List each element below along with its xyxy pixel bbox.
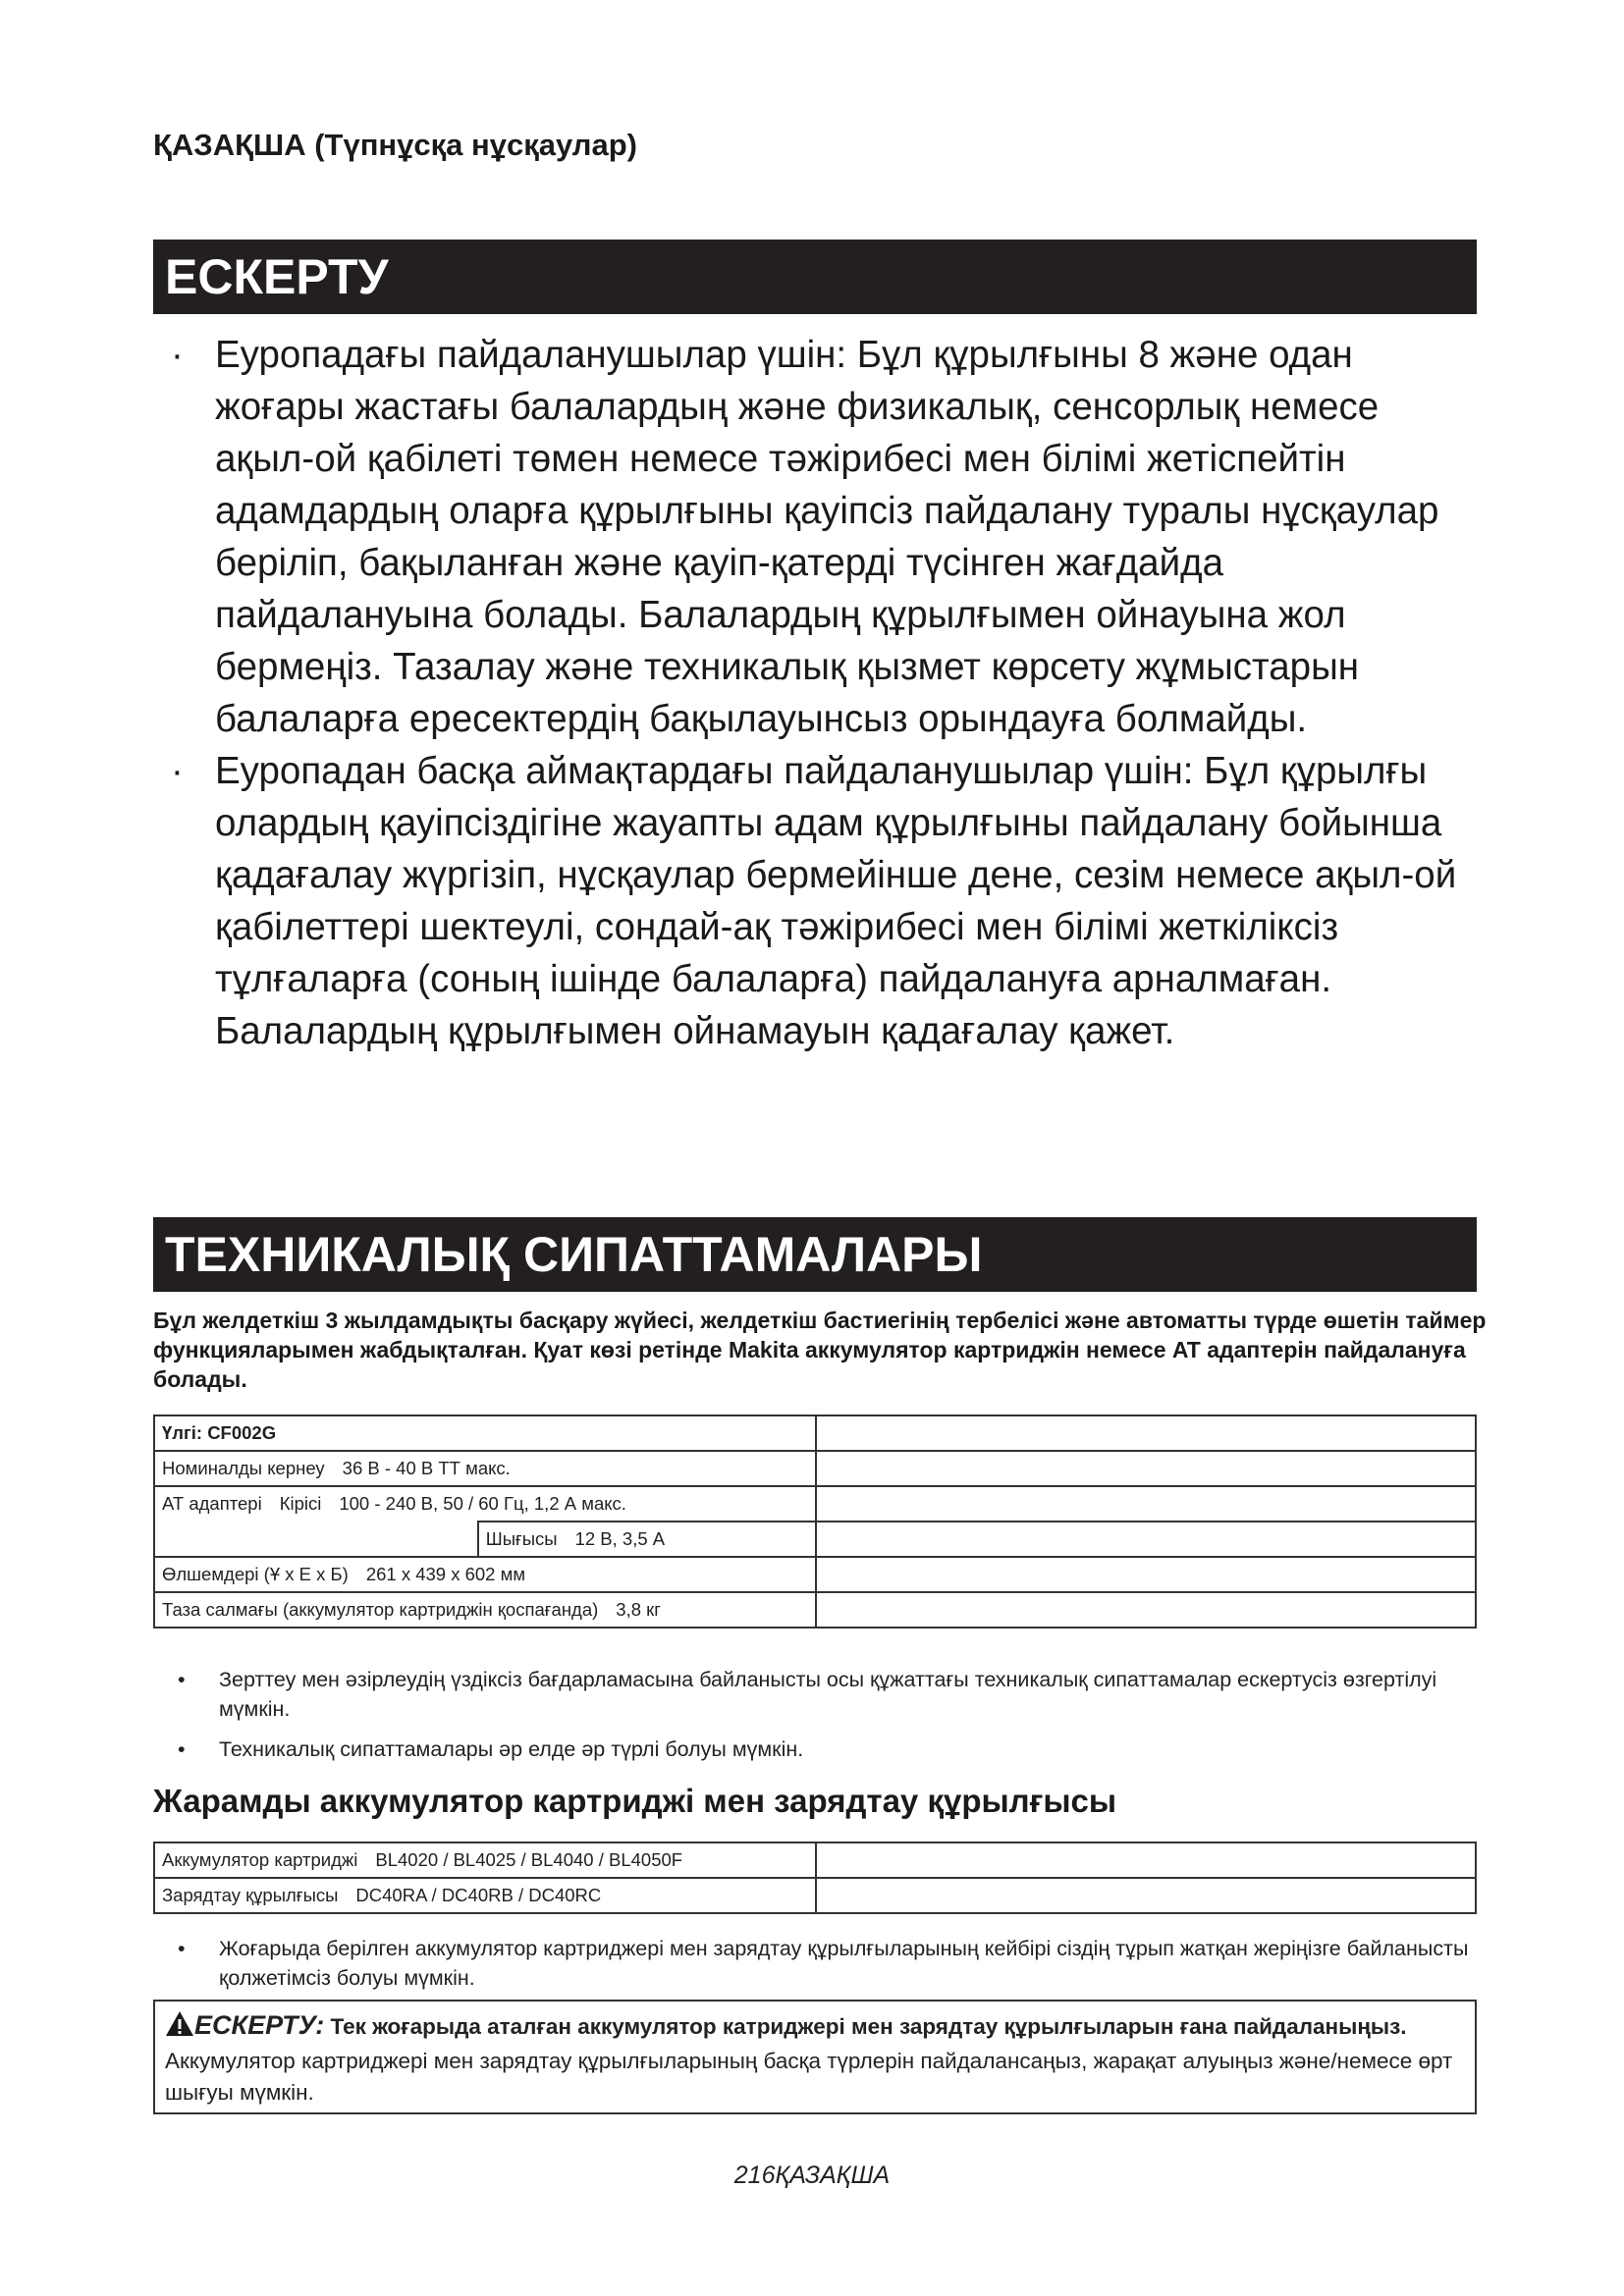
warning-list	[153, 329, 1489, 1057]
empty-cell	[816, 1557, 1476, 1592]
warning-section-title: ЕСКЕРТУ	[153, 240, 1477, 314]
weight-value: 3,8 кг	[616, 1599, 661, 1620]
dimensions-value: 261 x 439 x 602 мм	[365, 1564, 526, 1584]
bullet: ·	[171, 750, 184, 792]
battery-section-title: Жарамды аккумулятор картриджі мен зарядтау құрылғысы	[153, 1783, 1117, 1819]
empty-cell	[816, 1486, 1476, 1522]
charger-cell	[154, 1878, 816, 1913]
table-row	[154, 1557, 1476, 1592]
note-text: Техникалық сипаттамалары әр елде әр түрлі болуы мүмкін.	[219, 1737, 804, 1761]
table-row	[154, 1486, 1476, 1522]
adapter-label: АТ адаптері	[162, 1493, 262, 1514]
adapter-output-value: 12 В, 3,5 А	[574, 1528, 666, 1549]
note-text: Зерттеу мен әзірлеудің үздіксіз бағдарламасына байланысты осы құжаттағы техникалық сипаттамалар ескертусіз өзгертілуі мүмкін.	[219, 1668, 1437, 1721]
specifications-intro: Бұл желдеткіш 3 жылдамдықты басқару жүйесі, желдеткіш бастиегінің тербелісі және автоматты түрде өшетін таймер функцияларымен жабдықталған. Қуат көзі ретінде Makita аккумулятор картриджін немесе AT адаптерін пайдалануға болады.	[153, 1308, 1487, 1392]
battery-value: BL4020 / BL4025 / BL4040 / BL4050F	[375, 1849, 683, 1870]
dimensions-label: Өлшемдері (Ұ x Е x Б)	[162, 1564, 349, 1584]
specifications-section-title: ТЕХНИКАЛЫҚ СИПАТТАМАЛАРЫ	[153, 1217, 1477, 1292]
bullet: ·	[171, 334, 184, 376]
warning-item-text: Еуропадан басқа аймақтардағы пайдаланушылар үшін: Бұл құрылғы олардың қауіпсіздігіне жауапты адам құрылғыны пайдалану бойынша қадағалау жүргізіп, нұсқаулар бермейінше дене, сезім немесе ақыл-ой қабілеттері шектеулі, сондай-ақ тәжірибесі мен білімі жеткіліксіз тұлғаларға (соның ішінде балаларға) пайдалануға арналмаған. Балалардың құрылғымен ойнамауын қадағалау қажет.	[215, 750, 1457, 1052]
model-cell	[154, 1415, 816, 1451]
empty-cell	[154, 1522, 478, 1557]
model-value: CF002G	[207, 1422, 277, 1443]
voltage-value: 36 В - 40 В ТТ макс.	[342, 1458, 511, 1478]
adapter-input-label: Кірісі	[279, 1493, 322, 1514]
table-row	[154, 1878, 1476, 1913]
caution-lead: ЕСКЕРТУ:	[194, 2010, 325, 2040]
battery-cell	[154, 1842, 816, 1878]
dimensions-cell	[154, 1557, 816, 1592]
warning-item-text: Еуропадағы пайдаланушылар үшін: Бұл құрылғыны 8 және одан жоғары жастағы балалардың және физикалық, сенсорлық немесе ақыл-ой қабілеті төмен немесе тәжірибесі мен білімі жетіспейтін адамдардың оларға құрылғыны қауіпсіз пайдалану туралы нұсқаулар беріліп, бақыланған және қауіп-қатерді түсінген жағдайда пайдалануына болады. Балалардың құрылғымен ойнауына жол бермеңіз. Тазалау және техникалық қызмет көрсету жұмыстарын балаларға ересектердің бақылауынсыз орындауға болмайды.	[215, 334, 1439, 740]
weight-cell	[154, 1592, 816, 1628]
caution-box	[153, 2000, 1477, 2114]
adapter-output-cell	[478, 1522, 816, 1557]
table-row	[154, 1522, 1476, 1557]
battery-table	[153, 1842, 1477, 1914]
table-row	[154, 1415, 1476, 1451]
bullet: •	[178, 1937, 186, 1960]
adapter-input-cell	[154, 1486, 816, 1522]
battery-label: Аккумулятор картриджі	[162, 1849, 358, 1870]
empty-cell	[816, 1522, 1476, 1557]
warning-item	[153, 329, 1489, 745]
battery-notes	[153, 1934, 1489, 2003]
page-footer: 216ҚАЗАҚША	[733, 2162, 891, 2189]
empty-cell	[816, 1878, 1476, 1913]
list-item	[153, 1934, 1489, 1993]
list-item	[153, 1665, 1489, 1724]
charger-label: Зарядтау құрылғысы	[162, 1885, 339, 1905]
empty-cell	[816, 1415, 1476, 1451]
voltage-cell	[154, 1451, 816, 1486]
caution-bold-text: Тек жоғарыда аталған аккумулятор катриджері мен зарядтау құрылғыларын ғана пайдаланыңыз.	[324, 2014, 1407, 2039]
note-text: Жоғарыда берілген аккумулятор картриджері мен зарядтау құрылғыларының кейбірі сіздің тұрып жатқан жеріңізге байланысты қолжетімсіз болуы мүмкін.	[219, 1937, 1469, 1990]
warning-triangle-icon	[165, 2010, 194, 2046]
weight-label: Таза салмағы (аккумулятор картриджін қоспағанда)	[162, 1599, 599, 1620]
empty-cell	[816, 1842, 1476, 1878]
caution-text: Аккумулятор картриджері мен зарядтау құрылғыларының басқа түрлерін пайдалансаңыз, жарақат алуыңыз және/немесе өрт шығуы мүмкін.	[165, 2049, 1453, 2105]
voltage-label: Номиналды кернеу	[162, 1458, 325, 1478]
warning-item	[153, 745, 1489, 1057]
adapter-output-label: Шығысы	[485, 1528, 558, 1549]
empty-cell	[816, 1451, 1476, 1486]
model-label: Үлгі:	[162, 1422, 203, 1443]
list-item	[153, 1735, 1489, 1764]
table-row	[154, 1842, 1476, 1878]
empty-cell	[816, 1592, 1476, 1628]
specifications-notes	[153, 1665, 1489, 1775]
specifications-table	[153, 1415, 1477, 1629]
charger-value: DC40RA / DC40RB / DC40RC	[355, 1885, 602, 1905]
adapter-input-value: 100 - 240 В, 50 / 60 Гц, 1,2 А макс.	[339, 1493, 626, 1514]
table-row	[154, 1592, 1476, 1628]
bullet: •	[178, 1668, 186, 1691]
bullet: •	[178, 1737, 186, 1761]
table-row	[154, 1451, 1476, 1486]
page-language-title: ҚАЗАҚША (Түпнұсқа нұсқаулар)	[153, 128, 637, 162]
